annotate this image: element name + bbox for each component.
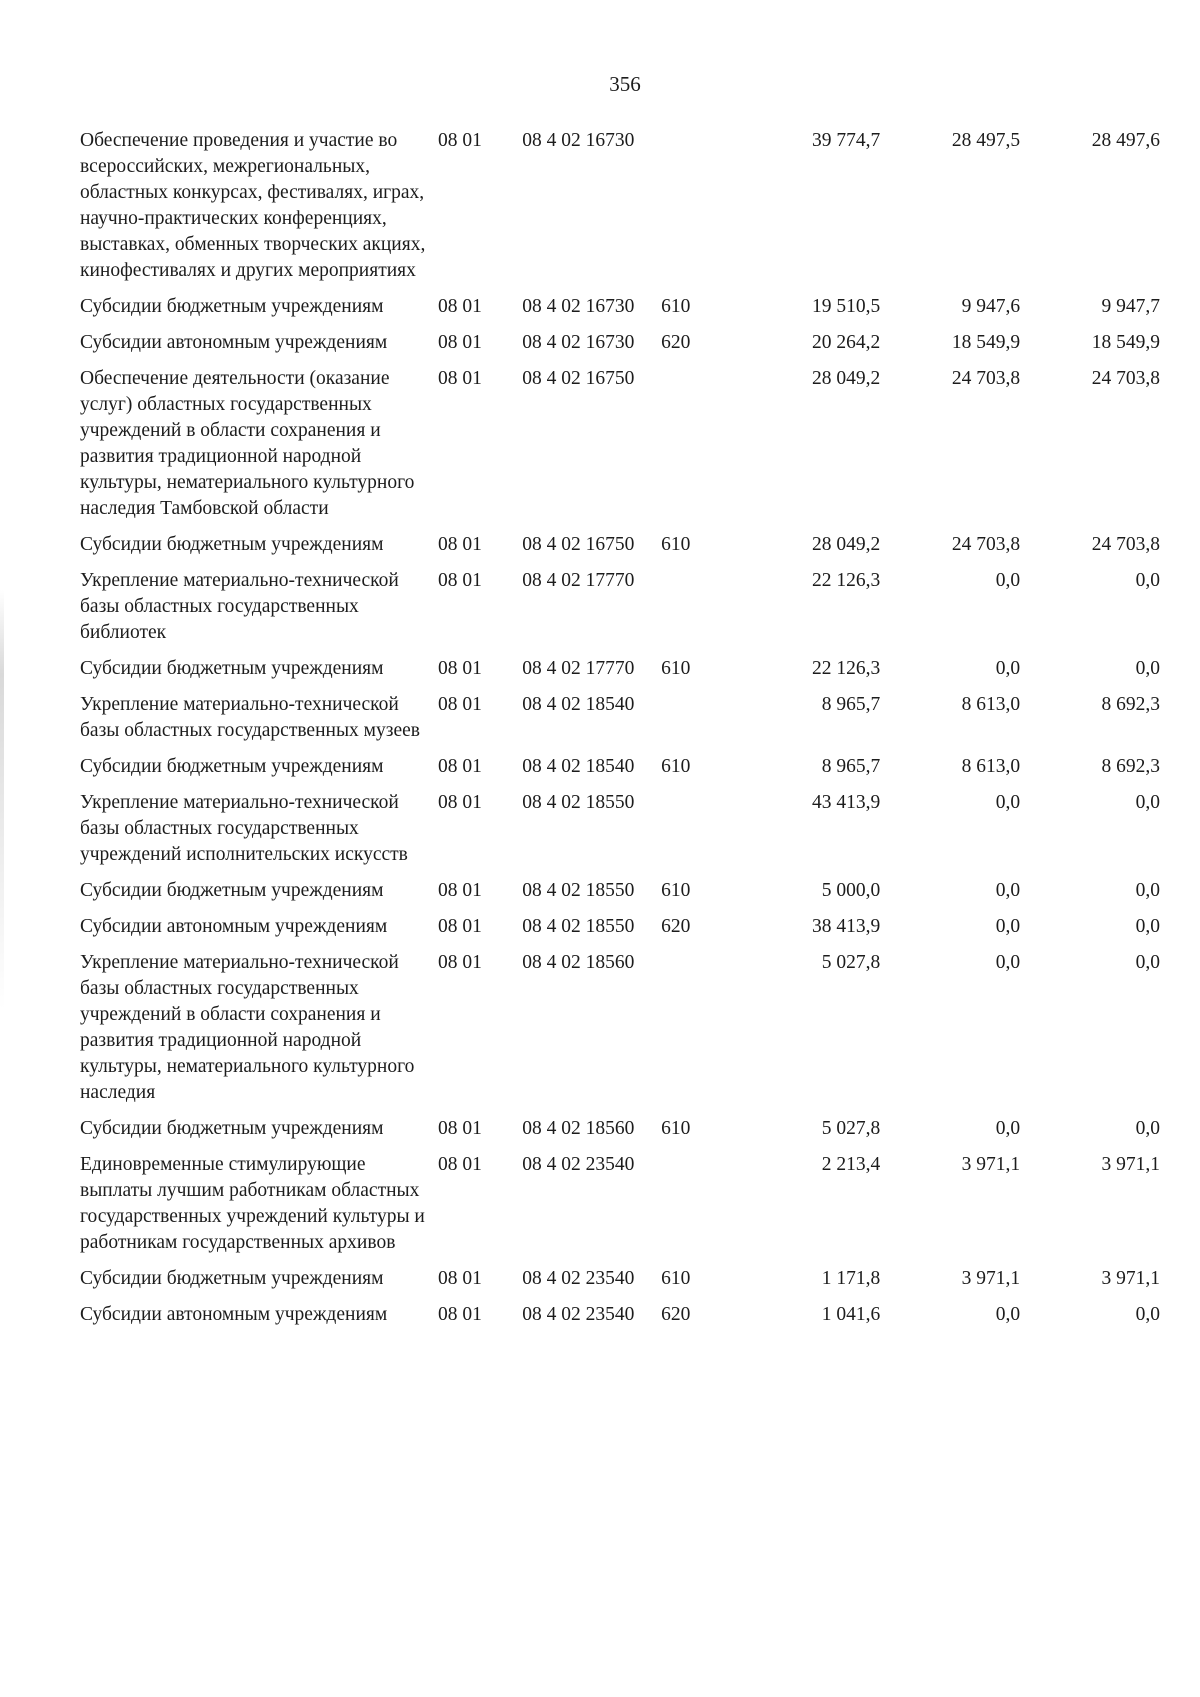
amount-year-1: 1 041,6 xyxy=(821,1304,881,1325)
table-row xyxy=(80,878,1160,914)
expense-name: Обеспечение проведения и участие во всероссийских, межрегиональных, областных конкурсах, фестивалях, играх, научно-практических конференциях, выставках, обменных творческих акциях, кинофестивалях и других мероприятиях xyxy=(80,130,426,281)
amount-year-2: 8 613,0 xyxy=(961,694,1021,715)
target-article-code: 08 4 02 18550 xyxy=(522,792,635,813)
target-article-code: 08 4 02 18540 xyxy=(522,756,635,777)
amount-year-3: 8 692,3 xyxy=(1101,756,1160,777)
amount-year-2: 0,0 xyxy=(995,792,1021,813)
amount-year-3: 3 971,1 xyxy=(1101,1154,1160,1175)
table-row xyxy=(80,366,1160,532)
amount-year-2: 0,0 xyxy=(995,916,1021,937)
expense-type-code: 610 xyxy=(661,658,691,679)
expense-name: Укрепление материально-технической базы областных государственных учреждений в области сохранения и развития традиционной народной культуры, нематериального культурного наследия xyxy=(80,952,415,1103)
amount-year-1: 1 171,8 xyxy=(821,1268,881,1289)
amount-year-3: 0,0 xyxy=(1135,792,1160,813)
scan-artifact xyxy=(0,590,4,1010)
amount-year-3: 0,0 xyxy=(1135,570,1160,591)
table-row xyxy=(80,128,1160,294)
expense-type-code: 610 xyxy=(661,296,691,317)
expense-type-code xyxy=(661,1152,725,1266)
section-code: 08 01 xyxy=(437,130,482,151)
section-code: 08 01 xyxy=(437,368,482,389)
target-article-code: 08 4 02 16750 xyxy=(522,368,635,389)
expense-name: Обеспечение деятельности (оказание услуг) областных государственных учреждений в области сохранения и развития традиционной народной культуры, нематериального культурного наследия Тамбовской области xyxy=(80,368,415,519)
amount-year-2: 3 971,1 xyxy=(961,1268,1021,1289)
target-article-code: 08 4 02 18560 xyxy=(522,1118,635,1139)
table-row xyxy=(80,1302,1160,1338)
target-article-code: 08 4 02 17770 xyxy=(522,570,635,591)
expense-name: Субсидии автономным учреждениям xyxy=(80,332,388,353)
amount-year-2: 0,0 xyxy=(995,658,1021,679)
target-article-code: 08 4 02 16730 xyxy=(522,332,635,353)
page-number: 356 xyxy=(609,72,641,96)
amount-year-3: 0,0 xyxy=(1135,880,1160,901)
amount-year-3: 0,0 xyxy=(1135,658,1160,679)
expense-name: Укрепление материально-технической базы областных государственных учреждений исполнительских искусств xyxy=(80,792,408,865)
table-row xyxy=(80,1152,1160,1266)
amount-year-2: 9 947,6 xyxy=(961,296,1021,317)
target-article-code: 08 4 02 18550 xyxy=(522,880,635,901)
expense-type-code xyxy=(661,692,725,754)
amount-year-2: 0,0 xyxy=(995,570,1021,591)
section-code: 08 01 xyxy=(437,296,482,317)
amount-year-2: 3 971,1 xyxy=(961,1154,1021,1175)
section-code: 08 01 xyxy=(437,570,482,591)
amount-year-1: 5 000,0 xyxy=(821,880,881,901)
amount-year-1: 28 049,2 xyxy=(811,368,881,389)
table-row xyxy=(80,568,1160,656)
target-article-code: 08 4 02 23540 xyxy=(522,1268,635,1289)
target-article-code: 08 4 02 18550 xyxy=(522,916,635,937)
section-code: 08 01 xyxy=(437,694,482,715)
section-code: 08 01 xyxy=(437,1304,482,1325)
expense-name: Субсидии бюджетным учреждениям xyxy=(80,658,384,679)
amount-year-2: 24 703,8 xyxy=(951,368,1021,389)
expense-name: Субсидии автономным учреждениям xyxy=(80,916,388,937)
amount-year-3: 18 549,9 xyxy=(1091,332,1160,353)
expense-name: Субсидии бюджетным учреждениям xyxy=(80,1268,384,1289)
amount-year-3: 0,0 xyxy=(1135,916,1160,937)
expense-type-code: 620 xyxy=(661,332,691,353)
amount-year-3: 0,0 xyxy=(1135,1304,1160,1325)
target-article-code: 08 4 02 18540 xyxy=(522,694,635,715)
expense-type-code: 610 xyxy=(661,534,691,555)
amount-year-1: 22 126,3 xyxy=(811,570,881,591)
amount-year-2: 0,0 xyxy=(995,1118,1021,1139)
amount-year-2: 8 613,0 xyxy=(961,756,1021,777)
target-article-code: 08 4 02 16730 xyxy=(522,130,635,151)
table-row xyxy=(80,754,1160,790)
expense-type-code: 620 xyxy=(661,1304,691,1325)
table-row xyxy=(80,692,1160,754)
amount-year-3: 28 497,6 xyxy=(1091,130,1160,151)
section-code: 08 01 xyxy=(437,916,482,937)
target-article-code: 08 4 02 18560 xyxy=(522,952,635,973)
expense-name: Субсидии бюджетным учреждениям xyxy=(80,534,384,555)
expense-name: Укрепление материально-технической базы областных государственных библиотек xyxy=(80,570,399,643)
amount-year-1: 5 027,8 xyxy=(821,1118,881,1139)
expense-type-code: 610 xyxy=(661,756,691,777)
amount-year-1: 38 413,9 xyxy=(811,916,881,937)
target-article-code: 08 4 02 16730 xyxy=(522,296,635,317)
section-code: 08 01 xyxy=(437,756,482,777)
section-code: 08 01 xyxy=(437,880,482,901)
amount-year-1: 19 510,5 xyxy=(811,296,881,317)
amount-year-1: 5 027,8 xyxy=(821,952,881,973)
amount-year-1: 2 213,4 xyxy=(821,1154,881,1175)
expense-type-code: 610 xyxy=(661,1118,691,1139)
expense-name: Субсидии автономным учреждениям xyxy=(80,1304,388,1325)
expense-name: Единовременные стимулирующие выплаты лучшим работникам областных государственных учреждений культуры и работникам государственных архивов xyxy=(80,1154,425,1253)
budget-table xyxy=(80,128,1160,1338)
amount-year-3: 8 692,3 xyxy=(1101,694,1160,715)
section-code: 08 01 xyxy=(437,952,482,973)
table-row xyxy=(80,950,1160,1116)
expense-type-code xyxy=(661,950,725,1116)
section-code: 08 01 xyxy=(437,534,482,555)
amount-year-3: 0,0 xyxy=(1135,952,1160,973)
amount-year-2: 0,0 xyxy=(995,880,1021,901)
amount-year-1: 22 126,3 xyxy=(811,658,881,679)
table-row xyxy=(80,1116,1160,1152)
expense-name: Субсидии бюджетным учреждениям xyxy=(80,756,384,777)
expense-type-code: 620 xyxy=(661,916,691,937)
table-row xyxy=(80,330,1160,366)
section-code: 08 01 xyxy=(437,792,482,813)
amount-year-3: 3 971,1 xyxy=(1101,1268,1160,1289)
expense-name: Субсидии бюджетным учреждениям xyxy=(80,880,384,901)
expense-type-code: 610 xyxy=(661,1268,691,1289)
target-article-code: 08 4 02 17770 xyxy=(522,658,635,679)
amount-year-3: 9 947,7 xyxy=(1101,296,1160,317)
amount-year-1: 39 774,7 xyxy=(811,130,881,151)
table-row xyxy=(80,656,1160,692)
expense-type-code xyxy=(661,568,725,656)
expense-name: Субсидии бюджетным учреждениям xyxy=(80,1118,384,1139)
section-code: 08 01 xyxy=(437,1154,482,1175)
expense-type-code xyxy=(661,128,725,294)
amount-year-3: 24 703,8 xyxy=(1091,368,1160,389)
section-code: 08 01 xyxy=(437,332,482,353)
table-body xyxy=(80,128,1160,1338)
section-code: 08 01 xyxy=(437,1268,482,1289)
amount-year-1: 28 049,2 xyxy=(811,534,881,555)
target-article-code: 08 4 02 23540 xyxy=(522,1154,635,1175)
table-row xyxy=(80,1266,1160,1302)
amount-year-2: 0,0 xyxy=(995,952,1021,973)
amount-year-2: 28 497,5 xyxy=(951,130,1021,151)
target-article-code: 08 4 02 23540 xyxy=(522,1304,635,1325)
table-row xyxy=(80,532,1160,568)
section-code: 08 01 xyxy=(437,658,482,679)
amount-year-2: 18 549,9 xyxy=(951,332,1021,353)
table-row xyxy=(80,790,1160,878)
expense-type-code xyxy=(661,790,725,878)
expense-type-code: 610 xyxy=(661,880,691,901)
amount-year-1: 20 264,2 xyxy=(811,332,881,353)
amount-year-3: 24 703,8 xyxy=(1091,534,1160,555)
amount-year-1: 43 413,9 xyxy=(811,792,881,813)
amount-year-1: 8 965,7 xyxy=(821,694,881,715)
expense-type-code xyxy=(661,366,725,532)
target-article-code: 08 4 02 16750 xyxy=(522,534,635,555)
amount-year-1: 8 965,7 xyxy=(821,756,881,777)
amount-year-2: 24 703,8 xyxy=(951,534,1021,555)
amount-year-2: 0,0 xyxy=(995,1304,1021,1325)
expense-name: Укрепление материально-технической базы областных государственных музеев xyxy=(80,694,420,741)
table-row xyxy=(80,914,1160,950)
table-row xyxy=(80,294,1160,330)
expense-name: Субсидии бюджетным учреждениям xyxy=(80,296,384,317)
amount-year-3: 0,0 xyxy=(1135,1118,1160,1139)
section-code: 08 01 xyxy=(437,1118,482,1139)
